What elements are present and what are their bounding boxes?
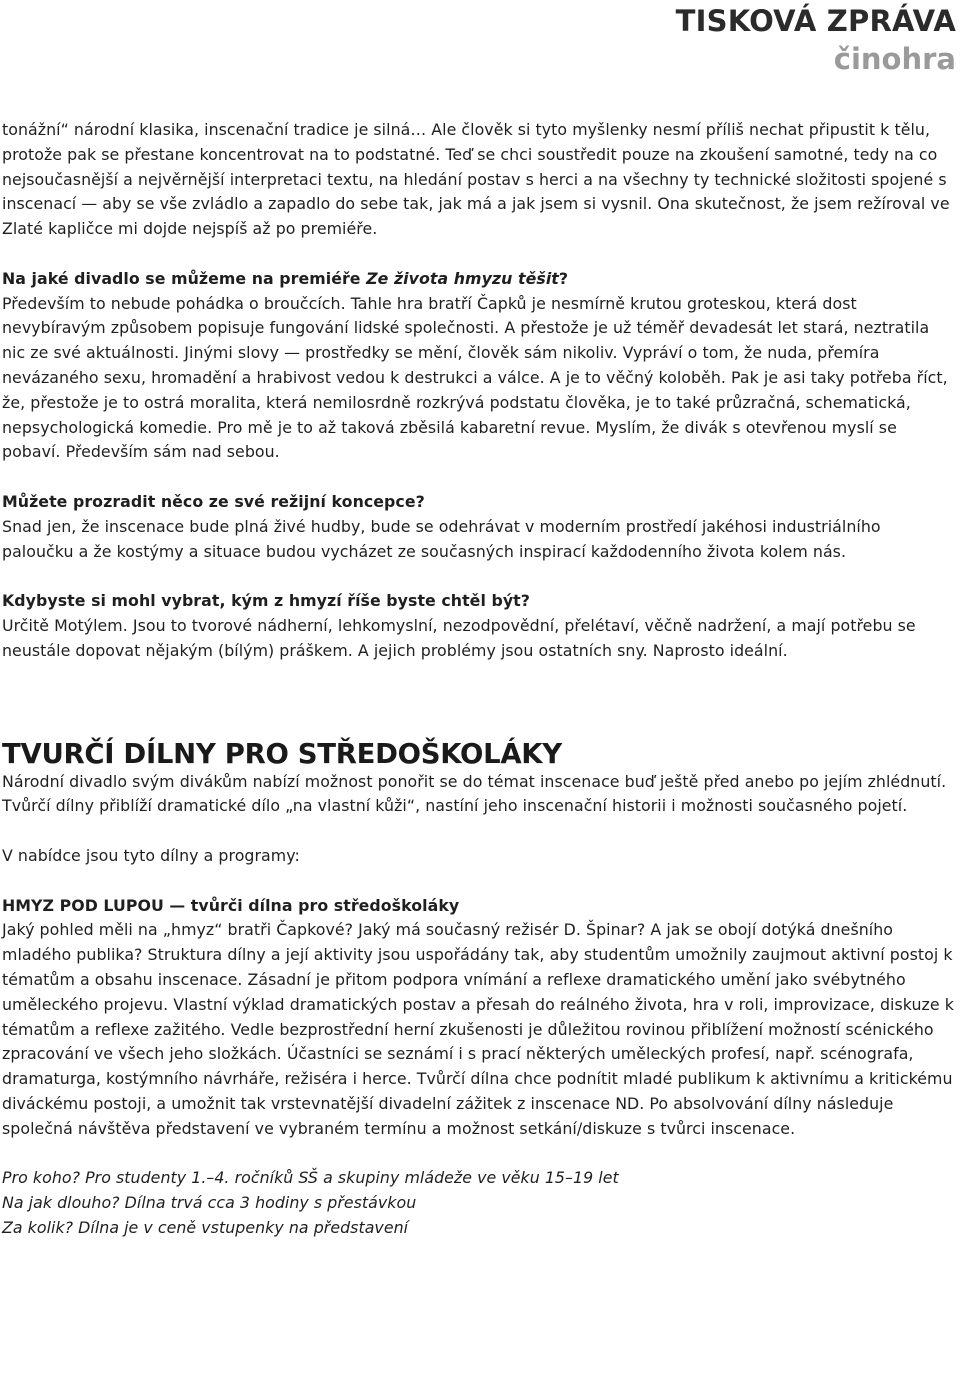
intro-paragraph: tonážní“ národní klasika, inscenační tradice je silná… Ale člověk si tyto myšlenky nesmí příliš nechat připustit k tělu, protože pak se přestane koncentrovat na to podstatné. Teď se chci soustředit pouze na zkoušení samotné, tedy na co nejsoučasnější a nejvěrnější interpretaci textu, na hledání postav s herci a na všechny ty technické složitosti spojené s inscenací — aby se vše zvládlo a zapadlo do sebe tak, jak má a jak jsem si vysnil. Ona skutečnost, že jsem režíroval ve Zlaté kapličce mi dojde nejspíš až po premiéře.: [2, 120, 950, 239]
answer-1: Především to nebude pohádka o broučcích. Tahle hra bratří Čapků je nesmírně krutou groteskou, která dost nevybíravým způsobem popisuje fungování lidské společnosti. A přestože je už téměř devadesát let stará, neztratila nic ze své aktuálnosti. Jinými slovy — prostředky se mění, člověk sám nikoliv. Vypráví o tom, že nuda, přemíra nevázaného sexu, hromadění a hrabivost vedou k destrukci a válce. A je to věčný koloběh. Pak je asi taky potřeba říct, že, přestože je to ostrá moralita, která nemilosrdně rozkrývá podstatu člověka, je to také průzračná, schematická, nepsychologická komedie. Pro mě je to až taková zběsilá kabaretní revue. Myslím, že divák s otevřenou myslí se pobaví. Především sám nad sebou.: [2, 293, 948, 462]
detail-price: Za kolik? Dílna je v ceně vstupenky na představení: [2, 1217, 409, 1237]
press-release-title: TISKOVÁ ZPRÁVA: [675, 4, 956, 38]
program-text: Jaký pohled měli na „hmyz“ bratři Čapkové? Jaký má současný režisér D. Špinar? A jak se obojí dotýká dnešního mladého publika? Struktura dílny a její aktivity jsou uspořádány tak, aby studentům umožnily zaujmout aktivní postoj k tématům a obsahu inscenace. Zásadní je přitom podpora vnímání a reflexe dramatického umění jako svébytného uměleckého projevu. Vlastní výklad dramatických postav a přesah do reálného života, hra v roli, improvizace, diskuze k tématům a reflexe zažitého. Vedle bezprostřední herní zkušenosti je důležitou rovinou přiblížení možností scénického zpracování ve všech jeho složkách. Účastníci se seznámí i s prací některých uměleckých profesí, např. scénografa, dramaturga, kostýmního návrháře, režiséra i herce. Tvůrčí dílna chce podnítit mladé publikum k aktivnímu a kritickému diváckému postoji, a umožnit tak vrstevnatější divadelní zážitek z inscenace ND. Po absolvování dílny následuje společná návštěva představení ve vybraném termínu a možnost setkání/diskuze s tvůrci inscenace.: [2, 920, 954, 1138]
article-body: [2, 118, 954, 1241]
answer-3: Určitě Motýlem. Jsou to tvorové nádherní, lehkomyslní, nezodpovědní, přelétaví, věčně nadržení, a mají potřebu se neustále dopovat nějakým (bílým) práškem. A jejich problémy jsou ostatních sny. Naprosto ideální.: [2, 615, 916, 660]
question-1-suffix: ?: [558, 268, 569, 288]
page-header: [676, 2, 956, 78]
workshops-intro: Národní divadlo svým divákům nabízí možnost ponořit se do témat inscenace buď ještě před anebo po jejím zhlédnutí. Tvůrčí dílny přiblíží dramatické dílo „na vlastní kůži“, nastíní jeho inscenační historii i možnosti současného pojetí.: [2, 771, 947, 816]
play-title: Ze života hmyzu těšit: [366, 268, 559, 288]
workshops-heading: TVURČÍ DÍLNY PRO STŘEDOŠKOLÁKY: [2, 737, 562, 770]
workshops-offer: V nabídce jsou tyto dílny a programy:: [2, 845, 300, 865]
answer-2: Snad jen, že inscenace bude plná živé hudby, bude se odehrávat v moderním prostředí jakéhosi industriálního paloučku a že kostýmy a situace budou vycházet ze současných inspirací každodenního života kolem nás.: [2, 516, 881, 561]
question-3: Kdybyste si mohl vybrat, kým z hmyzí říše byste chtěl být?: [2, 591, 530, 611]
section-subtitle: činohra: [833, 42, 956, 76]
program-title: HMYZ POD LUPOU — tvůrči dílna pro středoškoláky: [2, 895, 460, 915]
question-1: [2, 267, 954, 292]
question-1-prefix: Na jaké divadlo se můžeme na premiéře: [2, 268, 367, 288]
question-2: Můžete prozradit něco ze své režijní koncepce?: [2, 491, 425, 511]
detail-audience: Pro koho? Pro studenty 1.–4. ročníků SŠ a skupiny mládeže ve věku 15–19 let: [2, 1168, 619, 1188]
detail-duration: Na jak dlouho? Dílna trvá cca 3 hodiny s přestávkou: [2, 1193, 417, 1213]
